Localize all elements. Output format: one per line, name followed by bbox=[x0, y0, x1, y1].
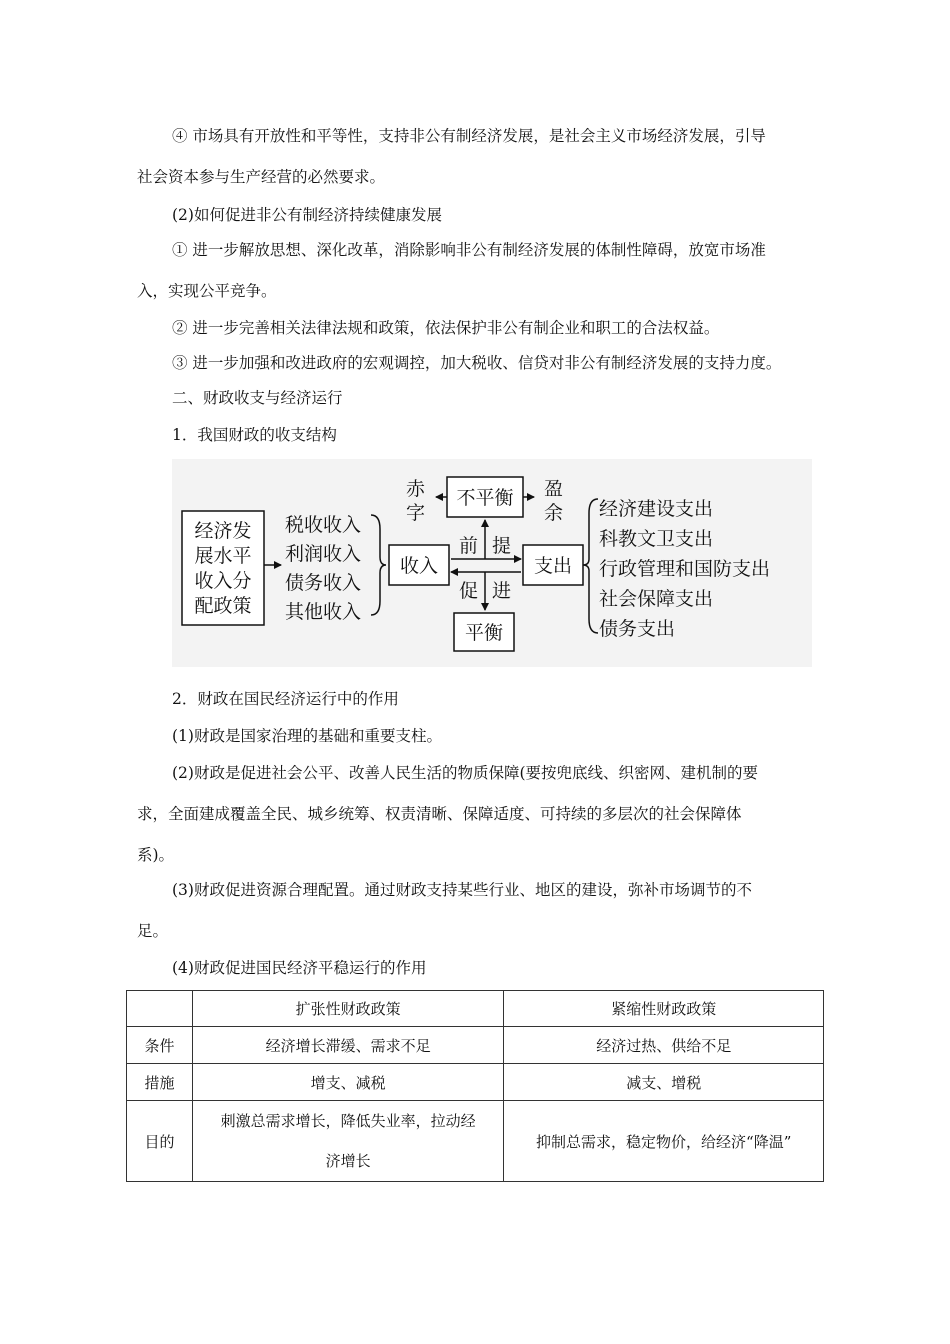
paragraph-law: ② 进一步完善相关法律法规和政策，依法保护非公有制企业和职工的合法权益。 bbox=[172, 319, 720, 337]
expense-item-debt: 债务支出 bbox=[599, 618, 676, 640]
income-item-profit: 利润收入 bbox=[285, 543, 362, 565]
surplus-char-2: 余 bbox=[544, 502, 564, 524]
surplus-char-1: 盈 bbox=[544, 478, 564, 500]
cell-goal-contraction: 抑制总需求，稳定物价，给经济“降温” bbox=[504, 1101, 824, 1182]
subheading-role: 2．财政在国民经济运行中的作用 bbox=[172, 690, 399, 708]
paragraph-role-2-line2: 求，全面建成覆盖全民、城乡统筹、权责清晰、保障适度、可持续的多层次的社会保障体 bbox=[137, 805, 742, 823]
header-contractionary: 紧缩性财政政策 bbox=[504, 991, 824, 1027]
subheading-structure: 1．我国财政的收支结构 bbox=[172, 426, 337, 444]
cell-measures-contraction: 减支、增税 bbox=[504, 1064, 824, 1101]
cell-condition-contraction: 经济过热、供给不足 bbox=[504, 1027, 824, 1064]
row-label-measures: 措施 bbox=[127, 1064, 193, 1101]
table-row bbox=[127, 1101, 824, 1182]
source-line-1: 经济发 bbox=[194, 520, 252, 542]
table-header-row bbox=[127, 991, 824, 1027]
deficit-char-2: 字 bbox=[406, 502, 426, 524]
income-item-tax: 税收收入 bbox=[285, 514, 362, 536]
income-item-debt: 债务收入 bbox=[285, 572, 362, 594]
source-line-4: 配政策 bbox=[194, 595, 252, 617]
unbalanced-label: 不平衡 bbox=[456, 487, 514, 509]
paragraph-role-3-line1: (3)财政促进资源合理配置。通过财政支持某些行业、地区的建设，弥补市场调节的不 bbox=[172, 881, 752, 899]
deficit-char-1: 赤 bbox=[406, 478, 426, 500]
paragraph-reform-line2: 入，实现公平竞争。 bbox=[137, 282, 277, 300]
expense-label: 支出 bbox=[533, 555, 573, 577]
row-label-goal: 目的 bbox=[127, 1101, 193, 1182]
section-heading-finance: 二、财政收支与经济运行 bbox=[172, 389, 343, 407]
paragraph-role-2-line3: 系)。 bbox=[137, 846, 175, 864]
paragraph-reform-line1: ① 进一步解放思想、深化改革，消除影响非公有制经济发展的体制性障碍，放宽市场准 bbox=[172, 241, 766, 259]
income-item-other: 其他收入 bbox=[285, 601, 362, 623]
premise-char-2: 提 bbox=[492, 535, 512, 557]
expense-item-education: 科教文卫支出 bbox=[599, 528, 714, 550]
paragraph-market-line1: ④ 市场具有开放性和平等性，支持非公有制经济发展，是社会主义市场经济发展，引导 bbox=[172, 127, 766, 145]
finance-structure-diagram bbox=[172, 459, 812, 667]
cell-goal-expansion bbox=[192, 1101, 504, 1182]
diagram-svg bbox=[172, 459, 812, 667]
source-line-3: 收入分 bbox=[194, 570, 252, 592]
cell-goal-expansion-line2: 济增长 bbox=[325, 1152, 371, 1170]
income-brace bbox=[371, 515, 386, 615]
paragraph-role-3-line2: 足。 bbox=[137, 922, 169, 940]
paragraph-market-line2: 社会资本参与生产经营的必然要求。 bbox=[137, 168, 386, 186]
fiscal-policy-table bbox=[126, 990, 824, 1182]
heading-promote-nonpublic: (2)如何促进非公有制经济持续健康发展 bbox=[172, 206, 442, 224]
table-row bbox=[127, 1027, 824, 1064]
premise-char-1: 前 bbox=[459, 535, 479, 557]
expense-item-social-security: 社会保障支出 bbox=[599, 588, 714, 610]
paragraph-role-2-line1: (2)财政是促进社会公平、改善人民生活的物质保障(要按兜底线、织密网、建机制的要 bbox=[172, 764, 759, 782]
expense-item-economic: 经济建设支出 bbox=[599, 498, 714, 520]
expense-brace bbox=[583, 499, 598, 633]
table-row bbox=[127, 1064, 824, 1101]
table-corner-cell bbox=[127, 991, 193, 1027]
row-label-condition: 条件 bbox=[127, 1027, 193, 1064]
paragraph-macro-control: ③ 进一步加强和改进政府的宏观调控，加大税收、信贷对非公有制经济发展的支持力度。 bbox=[172, 354, 782, 372]
cell-goal-expansion-line1: 刺激总需求增长，降低失业率，拉动经 bbox=[220, 1112, 476, 1130]
expense-item-admin-defense: 行政管理和国防支出 bbox=[599, 558, 771, 580]
income-label: 收入 bbox=[399, 555, 439, 577]
header-expansionary: 扩张性财政政策 bbox=[192, 991, 504, 1027]
promote-char-1: 促 bbox=[459, 580, 479, 602]
promote-char-2: 进 bbox=[492, 580, 512, 602]
paragraph-role-1: (1)财政是国家治理的基础和重要支柱。 bbox=[172, 727, 442, 745]
cell-measures-expansion: 增支、减税 bbox=[192, 1064, 504, 1101]
balanced-label: 平衡 bbox=[464, 622, 504, 644]
cell-condition-expansion: 经济增长滞缓、需求不足 bbox=[192, 1027, 504, 1064]
paragraph-role-4: (4)财政促进国民经济平稳运行的作用 bbox=[172, 959, 427, 977]
source-line-2: 展水平 bbox=[194, 545, 252, 567]
